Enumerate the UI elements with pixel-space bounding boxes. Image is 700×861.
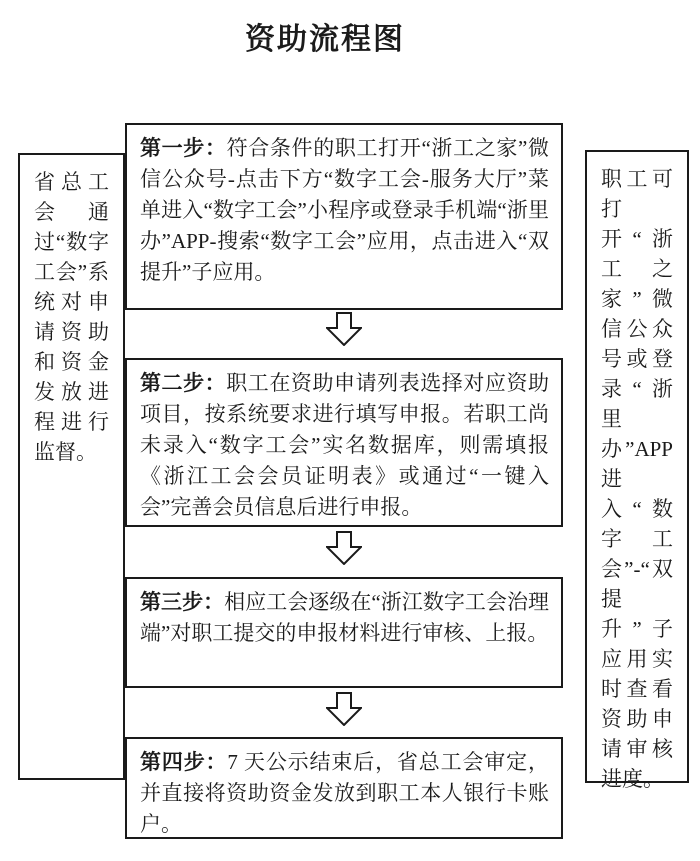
- left-note-box: [18, 153, 125, 780]
- step-1-body: 符合条件的职工打开“浙工之家”微信公众号-点击下方“数字工会-服务大厅”菜单进入“数字工会”小程序或登录手机端“浙里办”APP-搜索“数字工会”应用，点击进入“双提升”子应用。: [140, 136, 550, 284]
- down-arrow-icon: [326, 312, 362, 346]
- step-1-label: 第一步：: [140, 136, 227, 160]
- step-3-box: [125, 577, 563, 688]
- down-arrow-icon: [326, 692, 362, 726]
- page-title: 资助流程图: [245, 23, 405, 56]
- step-2-box: [125, 358, 563, 527]
- down-arrow-icon: [326, 531, 362, 565]
- step-4-text: [140, 747, 549, 840]
- step-2-body: 职工在资助申请列表选择对应资助项目，按系统要求进行填写申报。若职工尚未录入“数字工会”实名数据库，则需填报《浙江工会会员证明表》或通过“一键入会”完善会员信息后进行申报。: [140, 371, 550, 519]
- step-2-text: [140, 368, 549, 523]
- step-1-box: [125, 123, 563, 310]
- step-3-text: [140, 587, 549, 649]
- step-3-label: 第三步：: [140, 590, 225, 614]
- step-2-label: 第二步：: [140, 371, 227, 395]
- step-4-box: [125, 737, 563, 839]
- step-1-text: [140, 133, 549, 288]
- right-note-box: [585, 150, 689, 791]
- step-4-body: 7 天公示结束后，省总工会审定，并直接将资助资金发放到职工本人银行卡账户。: [140, 750, 550, 836]
- left-note-text: 省总工会通过“数字工会”系统对申请资助和资金发放进程进行监督。: [34, 170, 109, 464]
- step-3-body: 相应工会逐级在“浙江数字工会治理端”对职工提交的申报材料进行审核、上报。: [140, 590, 550, 645]
- step-4-label: 第四步：: [140, 750, 228, 774]
- right-note-text: 职工可打开“浙工之家”微信公众号或登录“浙里办”APP 进入“数字工会”-“双提升”子应用实时查看资助申请审核进度。: [601, 167, 673, 791]
